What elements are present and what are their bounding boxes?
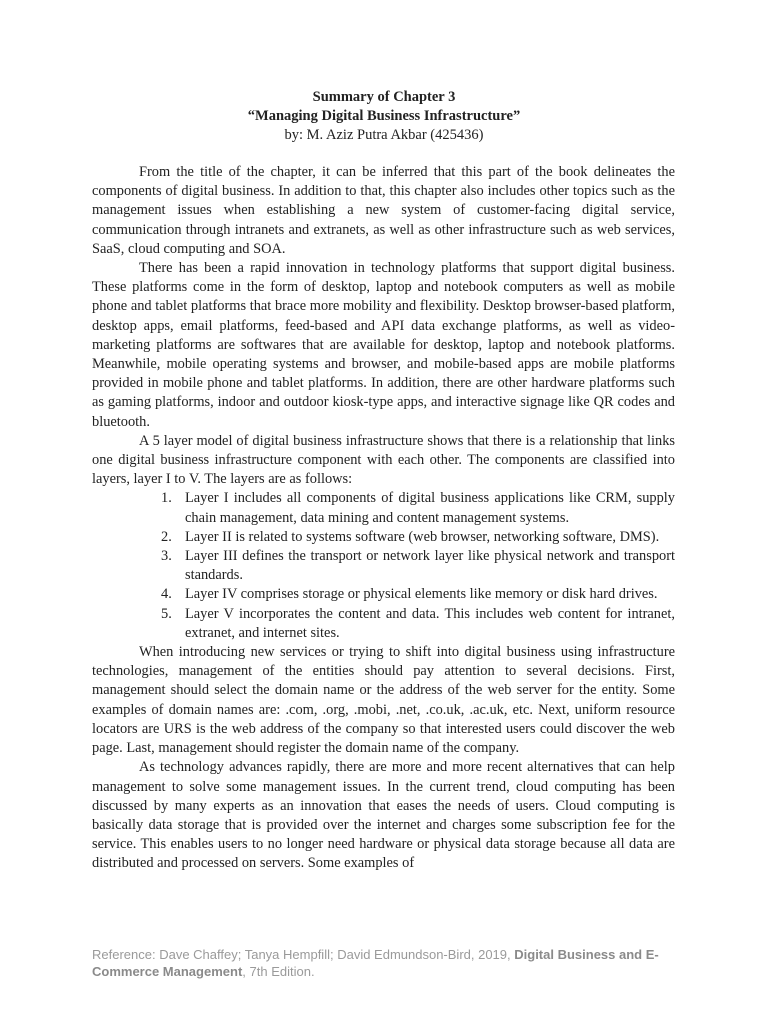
title-block [0,88,768,145]
list-number: 1. [161,490,172,507]
chapter-title: “Managing Digital Business Infrastructure” [247,108,521,124]
list-number: 5. [161,605,172,622]
layer-list [92,489,675,643]
list-number: 3. [161,548,172,565]
list-text: Layer V incorporates the content and data. This includes web content for intranet, extranet, and internet sites. [185,605,675,641]
paragraph-layer-model: A 5 layer model of digital business infrastructure shows that there is a relationship that links one digital business infrastructure component with each other. The components are classified into layers, layer I to V. The layers are as follows: [92,432,675,488]
list-text: Layer I includes all components of digital business applications like CRM, supply chain management, data mining and content management systems. [185,490,675,526]
paragraph-domain-decisions: When introducing new services or trying to shift into digital business using infrastructure technologies, management of the entities should pay attention to several decisions. First, management should select the domain name or the address of the web server for the entity. Some examples of domain names are: .com, .org, .mobi, .net, .co.uk, .ac.uk, etc. Next, uniform resource locators are URS is the web address of the company so that interested users could discover the web page. Last, management should register the domain name of the company. [92,644,675,757]
body-clip [0,163,768,943]
list-item [92,489,675,527]
paragraph-cloud-computing: As technology advances rapidly, there are more and more recent alternatives that can help management to solve some management issues. In the current trend, cloud computing has been discussed by many experts as an innovation that eases the needs of users. Cloud computing is basically data storage that is provided over the internet and charges some subscription fee for the service. This enables users to no longer need hardware or physical data storage because all data are distributed and processed on servers. Some examples of [92,759,675,872]
reference-suffix: , 7th Edition. [242,964,315,979]
reference-book-title: Digital Business and E-Commerce Management [92,947,659,979]
reference-prefix: Reference: Dave Chaffey; Tanya Hempfill; David Edmundson-Bird, 2019, [92,947,515,962]
summary-heading: Summary of Chapter 3 [312,89,456,105]
list-text: Layer IV comprises storage or physical elements like memory or disk hard drives. [185,586,658,603]
list-text: Layer III defines the transport or network layer like physical network and transport standards. [185,548,675,584]
list-item [92,528,675,547]
list-text: Layer II is related to systems software (web browser, networking software, DMS). [185,528,660,545]
paragraph-platforms: There has been a rapid innovation in technology platforms that support digital business. These platforms come in the form of desktop, laptop and notebook computers as well as mobile phone and tablet platforms that brace more mobility and flexibility. Desktop browser-based platform, desktop apps, email platforms, feed-based and API data exchange platforms, as well as video-marketing platforms are softwares that are available for desktop, laptop and notebook platforms. Meanwhile, mobile operating systems and browser, and mobile-based apps are mobile platforms provided in mobile phone and tablet platforms. In addition, there are other hardware platforms such as gaming platforms, indoor and outdoor kiosk-type apps, and interactive signage like QR codes and bluetooth. [92,260,675,430]
document-body [92,163,675,874]
list-item [92,547,675,585]
author-line: by: M. Aziz Putra Akbar (425436) [284,127,484,143]
list-item [92,605,675,643]
reference-footer [92,946,675,980]
paragraph-intro: From the title of the chapter, it can be inferred that this part of the book delineates the components of digital business. In addition to that, this chapter also includes other topics such as the management issues when establishing a new system of customer-facing digital service, communication through intranets and extranets, as well as other infrastructure such as web services, SaaS, cloud computing and SOA. [92,164,675,257]
list-number: 2. [161,528,172,545]
list-number: 4. [161,586,172,603]
list-item [92,585,675,604]
